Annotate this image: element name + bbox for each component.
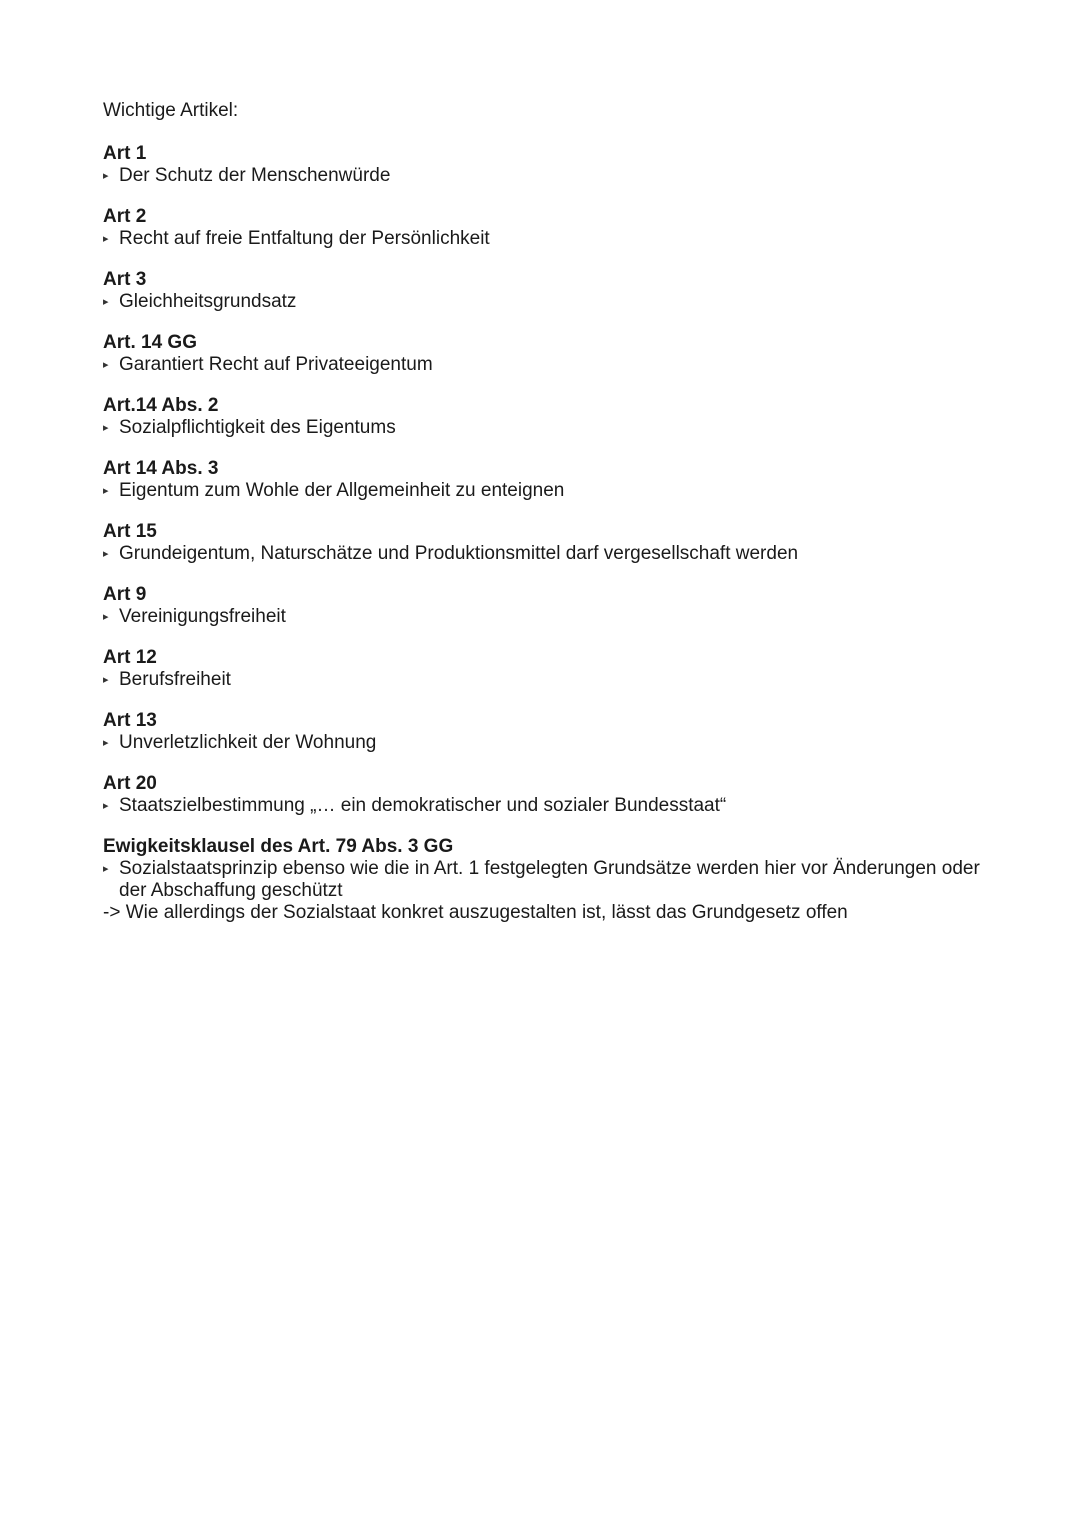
bullet-icon: ▸ <box>103 422 109 434</box>
bullet-icon: ▸ <box>103 296 109 308</box>
article-section <box>103 773 1003 817</box>
article-heading: Art. 14 GG <box>103 332 197 353</box>
article-section <box>103 584 1003 628</box>
article-item <box>103 669 1003 691</box>
article-item-text: Unverletzlichkeit der Wohnung <box>119 732 377 753</box>
eternity-clause-note: -> Wie allerdings der Sozialstaat konkret auszugestalten ist, lässt das Grundgesetz offen <box>103 902 848 923</box>
article-item-text: Eigentum zum Wohle der Allgemeinheit zu enteignen <box>119 480 565 501</box>
article-section <box>103 269 1003 313</box>
article-section <box>103 206 1003 250</box>
article-item-text: Staatszielbestimmung „… ein demokratischer und sozialer Bundesstaat“ <box>119 795 727 816</box>
article-heading: Art 14 Abs. 3 <box>103 458 219 479</box>
bullet-icon: ▸ <box>103 737 109 749</box>
article-heading: Art.14 Abs. 2 <box>103 395 219 416</box>
eternity-clause-item <box>103 858 1003 902</box>
article-section <box>103 521 1003 565</box>
article-item <box>103 795 1003 817</box>
article-item-text: Gleichheitsgrundsatz <box>119 291 297 312</box>
article-item <box>103 543 1003 565</box>
article-heading: Art 9 <box>103 584 147 605</box>
article-item <box>103 291 1003 313</box>
article-section <box>103 395 1003 439</box>
article-section <box>103 647 1003 691</box>
bullet-icon: ▸ <box>103 611 109 623</box>
article-heading: Art 20 <box>103 773 157 794</box>
bullet-icon: ▸ <box>103 800 109 812</box>
bullet-icon: ▸ <box>103 548 109 560</box>
article-section <box>103 143 1003 187</box>
article-item <box>103 354 1003 376</box>
article-item <box>103 417 1003 439</box>
article-heading: Art 3 <box>103 269 147 290</box>
bullet-icon: ▸ <box>103 359 109 371</box>
article-item-text: Vereinigungsfreiheit <box>119 606 286 627</box>
eternity-clause-item-text: Sozialstaatsprinzip ebenso wie die in Art. 1 festgelegten Grundsätze werden hier vor Änderungen oder der Abschaffung geschützt <box>119 858 980 901</box>
article-item <box>103 732 1003 754</box>
article-section <box>103 710 1003 754</box>
eternity-clause-heading: Ewigkeitsklausel des Art. 79 Abs. 3 GG <box>103 836 454 857</box>
article-item <box>103 165 1003 187</box>
bullet-icon: ▸ <box>103 233 109 245</box>
bullet-icon: ▸ <box>103 863 109 875</box>
bullet-icon: ▸ <box>103 485 109 497</box>
article-item-text: Recht auf freie Entfaltung der Persönlichkeit <box>119 228 490 249</box>
eternity-clause-section <box>103 836 1003 924</box>
article-item-text: Der Schutz der Menschenwürde <box>119 165 391 186</box>
article-item-text: Sozialpflichtigkeit des Eigentums <box>119 417 396 438</box>
article-item-text: Garantiert Recht auf Privateeigentum <box>119 354 433 375</box>
intro-text: Wichtige Artikel: <box>103 100 239 121</box>
article-section <box>103 458 1003 502</box>
document-page <box>103 98 1003 943</box>
article-heading: Art 1 <box>103 143 147 164</box>
article-item <box>103 228 1003 250</box>
article-section <box>103 332 1003 376</box>
article-item-text: Grundeigentum, Naturschätze und Produktionsmittel darf vergesellschaft werden <box>119 543 799 564</box>
article-item <box>103 480 1003 502</box>
article-item <box>103 606 1003 628</box>
article-heading: Art 13 <box>103 710 157 731</box>
article-heading: Art 2 <box>103 206 147 227</box>
article-item-text: Berufsfreiheit <box>119 669 231 690</box>
article-heading: Art 15 <box>103 521 157 542</box>
bullet-icon: ▸ <box>103 170 109 182</box>
article-heading: Art 12 <box>103 647 157 668</box>
bullet-icon: ▸ <box>103 674 109 686</box>
